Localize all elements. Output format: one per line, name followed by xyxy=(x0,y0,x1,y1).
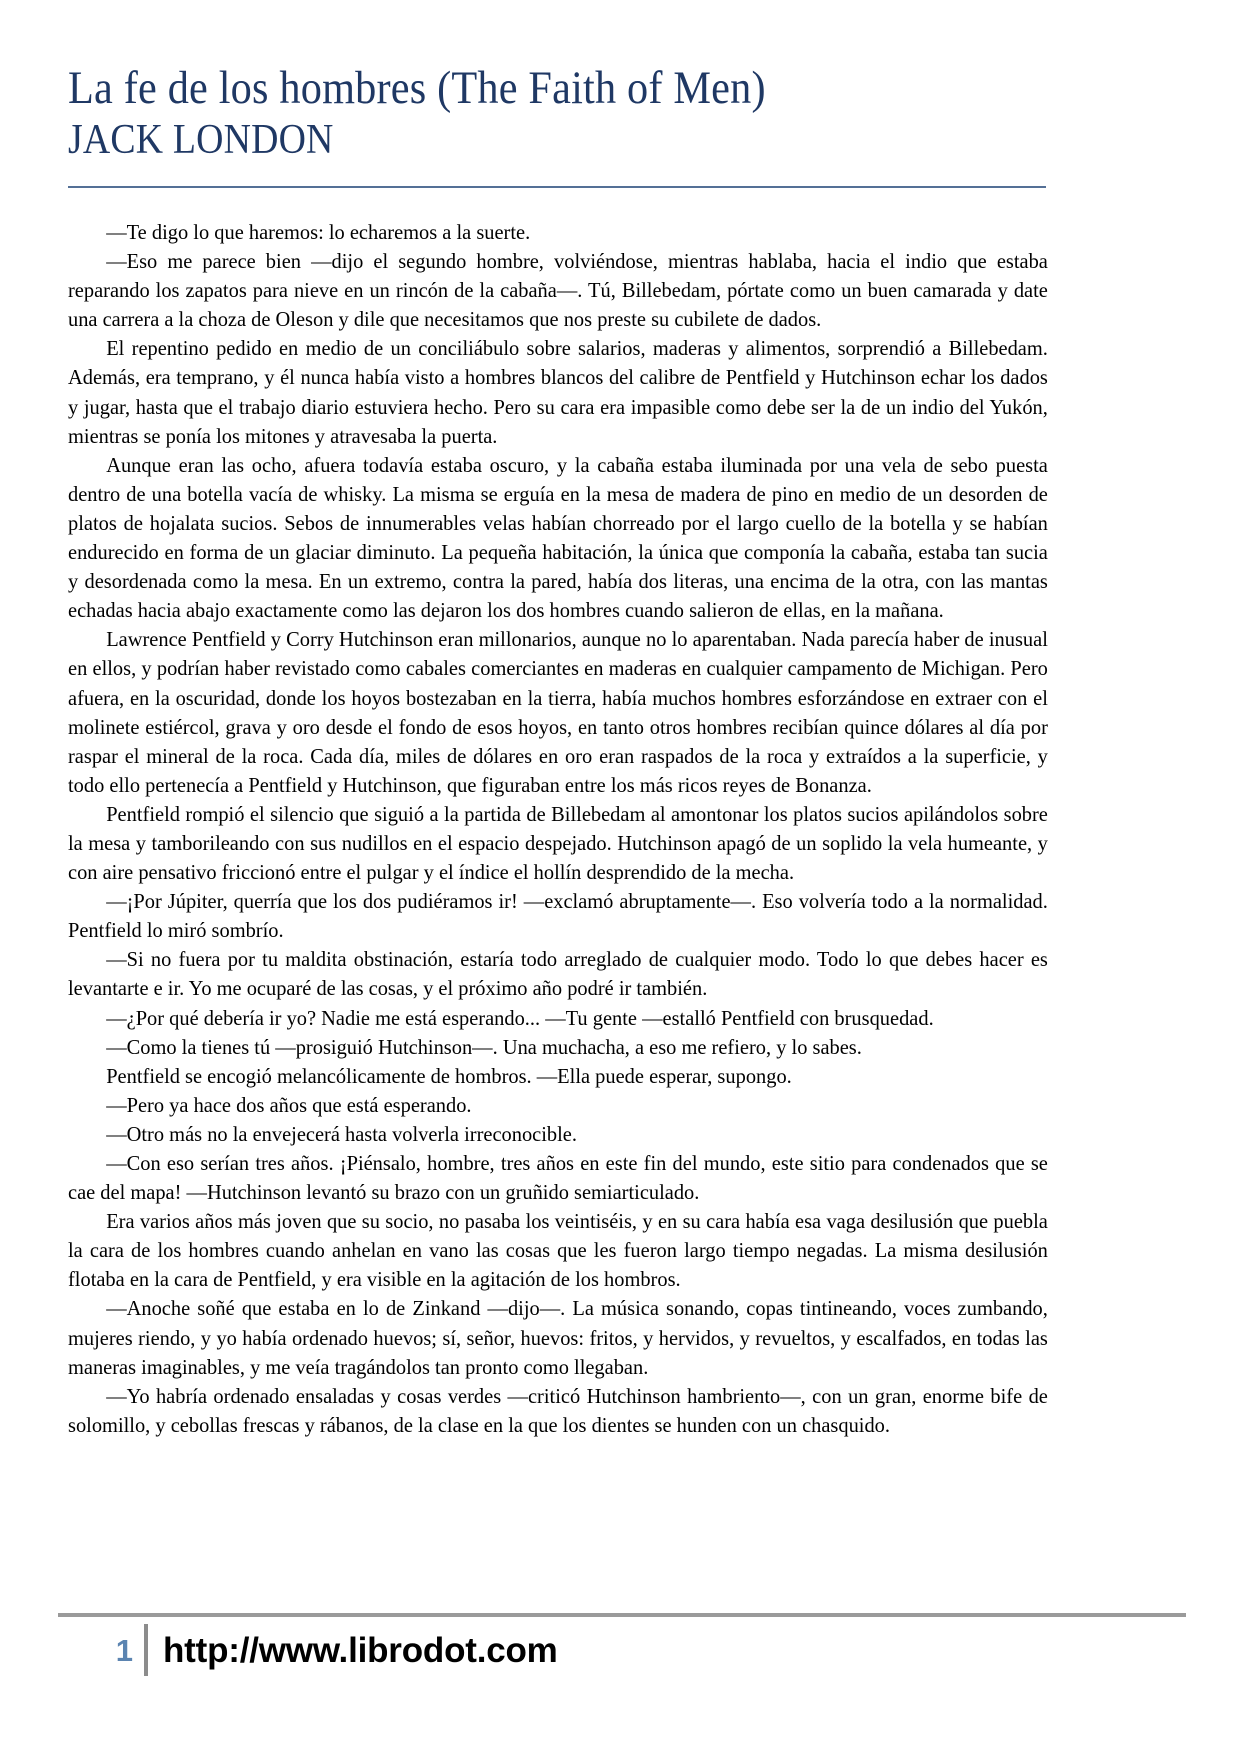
body-text-column xyxy=(68,218,1048,1440)
body-paragraph: —Si no fuera por tu maldita obstinación, estaría todo arreglado de cualquier modo. Todo lo que debes hacer es levantarte e ir. Yo me ocuparé de las cosas, y el próximo año podré ir también. xyxy=(68,947,1048,1001)
body-paragraph: —Eso me parece bien —dijo el segundo hombre, volviéndose, mientras hablaba, hacia el indio que estaba reparando los zapatos para nieve en un rincón de la cabaña—. Tú, Billebedam, pórtate como un buen camarada y date una carrera a la choza de Oleson y dile que necesitamos que nos preste su cubilete de dados. xyxy=(68,249,1048,332)
body-paragraph: Pentfield rompió el silencio que siguió a la partida de Billebedam al amontonar los platos sucios apilándolos sobre la mesa y tamborileando con sus nudillos en el espacio despejado. Hutchinson apagó de un soplido la vela humeante, y con aire pensativo friccionó entre el pulgar y el índice el hollín desprendido de la mecha. xyxy=(68,801,1048,885)
body-paragraph: —Anoche soñé que estaba en lo de Zinkand —dijo—. La música sonando, copas tintineando, voces zumbando, mujeres riendo, y yo había ordenado huevos; sí, señor, huevos: fritos, y hervidos, y revueltos, y escalfados, en todas las maneras imaginables, y me veía tragándolos tan pronto como llegaban. xyxy=(68,1296,1048,1379)
body-paragraph: Era varios años más joven que su socio, no pasaba los veintiséis, y en su cara había esa vaga desilusión que puebla la cara de los hombres cuando anhelan en vano las cosas que les fueron largo tiempo negadas. La misma desilusión flotaba en la cara de Pentfield, y era visible en la agitación de los hombros. xyxy=(68,1209,1048,1292)
body-paragraph: Lawrence Pentfield y Corry Hutchinson eran millonarios, aunque no lo aparentaban. Nada parecía haber de inusual en ellos, y podrían haber revistado como cabales comerciantes en maderas en cualquier campamento de Michigan. Pero afuera, en la oscuridad, donde los hoyos bostezaban en la tierra, había muchos hombres esforzándose en extraer con el molinete estiércol, grava y oro desde el fondo de esos hoyos, en tanto otros hombres recibían quince dólares al día por raspar el mineral de la roca. Cada día, miles de dólares en oro eran raspados de la roca y extraídos a la superficie, y todo ello pertenecía a Pentfield y Hutchinson, que figuraban entre los más ricos reyes de Bonanza. xyxy=(68,627,1048,797)
body-paragraph: —Otro más no la envejecerá hasta volverla irreconocible. xyxy=(106,1121,577,1146)
document-author: JACK LONDON xyxy=(68,116,334,163)
page-title: La fe de los hombres (The Faith of Men) xyxy=(68,62,766,114)
footer-page-number: 1 xyxy=(115,1632,133,1668)
title-divider xyxy=(68,186,1046,188)
body-paragraph: Pentfield se encogió melancólicamente de hombros. —Ella puede esperar, supongo. xyxy=(106,1063,792,1088)
document-header xyxy=(68,62,1046,164)
body-paragraph: —Te digo lo que haremos: lo echaremos a la suerte. xyxy=(106,220,531,244)
footer-divider-rule xyxy=(58,1613,1186,1617)
footer-url-link[interactable]: http://www.librodot.com xyxy=(163,1630,558,1670)
page-footer xyxy=(58,1622,558,1678)
body-paragraph: —Con eso serían tres años. ¡Piénsalo, hombre, tres años en este fin del mundo, este sitio para condenados que se cae del mapa! —Hutchinson levantó su brazo con un gruñido semiarticulado. xyxy=(68,1151,1048,1205)
body-paragraph: —¿Por qué debería ir yo? Nadie me está esperando... —Tu gente —estalló Pentfield con brusquedad. xyxy=(106,1005,934,1030)
body-paragraph: —Como la tienes tú —prosiguió Hutchinson—. Una muchacha, a eso me refiero, y lo sabes. xyxy=(106,1034,862,1059)
body-paragraph: Aunque eran las ocho, afuera todavía estaba oscuro, y la cabaña estaba iluminada por una vela de sebo puesta dentro de una botella vacía de whisky. La misma se erguía en la mesa de madera de pino en medio de un desorden de platos de hojalata sucios. Sebos de innumerables velas habían chorreado por el largo cuello de la botella y se habían endurecido en forma de un glaciar diminuto. La pequeña habitación, la única que componía la cabaña, estaba tan sucia y desordenada como la mesa. En un extremo, contra la pared, había dos literas, una encima de la otra, con las mantas echadas hacia abajo exactamente como las dejaron los dos hombres cuando salieron de ellas, en la mañana. xyxy=(68,452,1048,623)
body-paragraph: —Pero ya hace dos años que está esperando. xyxy=(106,1092,472,1117)
body-paragraph: —Yo habría ordenado ensaladas y cosas verdes —criticó Hutchinson hambriento—, con un gran, enorme bife de solomillo, y cebollas frescas y rábanos, de la clase en la que los dientes se hunden con un chasquido. xyxy=(68,1383,1048,1437)
body-paragraph: —¡Por Júpiter, querría que los dos pudiéramos ir! —exclamó abruptamente—. Eso volvería todo a la normalidad. Pentfield lo miró sombrío. xyxy=(68,889,1048,943)
body-paragraph: El repentino pedido en medio de un conciliábulo sobre salarios, maderas y alimentos, sorprendió a Billebedam. Además, era temprano, y él nunca había visto a hombres blancos del calibre de Pentfield y Hutchinson echar los dados y jugar, hasta que el trabajo diario estuviera hecho. Pero su cara era impasible como debe ser la de un indio del Yukón, mientras se ponía los mitones y atravesaba la puerta. xyxy=(68,336,1048,448)
